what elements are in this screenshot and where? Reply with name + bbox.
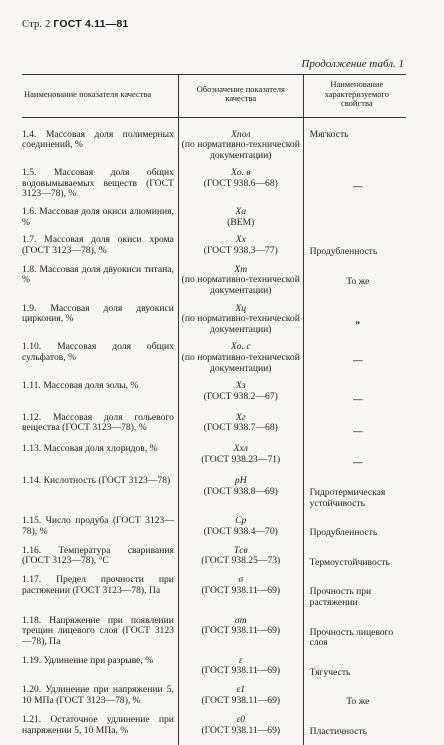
characterized-property: Термоустойчивость	[309, 556, 390, 568]
table-row	[22, 168, 406, 201]
indicator-reference: (ГОСТ 938.11—69)	[201, 625, 281, 637]
indicator-designation	[178, 381, 303, 407]
table-row	[22, 685, 406, 709]
indicator-name: 1.6. Массовая доля окиси алюминия, %	[22, 206, 174, 228]
table-row	[22, 381, 406, 407]
indicator-reference: (ГОСТ 938.11—69)	[201, 665, 281, 677]
indicator-symbol: Xо. с	[230, 341, 251, 353]
characterized-property: Мягкость	[309, 128, 349, 140]
indicator-symbol: pH	[234, 474, 247, 486]
indicator-reference: (ГОСТ 938.6—68)	[203, 177, 278, 189]
indicator-symbol: ε1	[236, 684, 246, 696]
table-row	[22, 444, 406, 470]
characterized-property: Тягучесть	[309, 666, 351, 678]
table-header-row	[22, 75, 406, 118]
table-row	[22, 575, 406, 609]
characterized-property: Гидротермическая устойчивость	[309, 486, 386, 509]
indicator-symbol: ε0	[236, 713, 246, 725]
indicator-designation	[178, 168, 303, 201]
characterized-property	[303, 207, 406, 229]
characterized-property: Продубленность	[309, 246, 378, 258]
table-continuation-label: Продолжение табл. 1	[301, 58, 404, 70]
indicator-designation	[178, 235, 303, 259]
indicator-symbol: σ	[238, 574, 244, 586]
indicator-reference: (ГОСТ 938.4—70)	[203, 525, 278, 537]
characterized-property: Прочность при растяжении	[309, 586, 372, 608]
indicator-symbol: Tсв	[233, 544, 248, 556]
characterized-property: Пластичность	[309, 725, 367, 737]
table-row	[22, 616, 406, 650]
indicator-reference: (по нормативно-технической документации)	[181, 274, 300, 297]
row-spacer	[22, 739, 406, 745]
indicator-symbol: Xт	[234, 263, 248, 275]
indicator-designation	[178, 616, 303, 650]
indicator-symbol: Xо. в	[230, 167, 251, 179]
table-body	[22, 117, 406, 745]
indicator-name: 1.19. Удлинение при разрыве, %	[22, 654, 154, 666]
indicator-designation	[178, 117, 303, 162]
indicator-reference: (по нормативно-технической документации)	[181, 352, 300, 374]
indicator-designation	[178, 476, 303, 510]
indicator-designation	[178, 304, 303, 337]
indicator-designation	[178, 516, 303, 540]
characterized-property: »	[355, 316, 361, 328]
characterized-property: —	[353, 355, 363, 367]
indicator-designation	[178, 546, 303, 570]
table-row	[22, 516, 406, 540]
indicator-reference: (по нормативно-технической документации)	[181, 139, 300, 161]
table-row	[22, 235, 406, 259]
page-number: Стр. 2	[22, 19, 51, 30]
indicator-designation	[178, 715, 303, 739]
indicator-symbol: Xх	[235, 234, 246, 246]
indicator-name: 1.5. Массовая доля общих водовымываемых веществ (ГОСТ 3123—78), %	[22, 167, 174, 200]
indicator-name: 1.11. Массовая доля золы, %	[22, 380, 139, 392]
indicator-name: 1.18. Напряжение при появлении трещин лицевого слоя (ГОСТ 3123—78), Па	[22, 614, 174, 647]
indicator-name: 1.7. Массовая доля окиси хрома (ГОСТ 3123—78), %	[22, 234, 174, 256]
indicator-name: 1.8. Массовая доля двуокиси титана, %	[22, 263, 174, 286]
indicator-name: 1.16. Температура сваривания (ГОСТ 3123—78), °С	[22, 544, 174, 567]
indicator-reference: (ГОСТ 938.11—69)	[201, 694, 281, 706]
indicator-symbol: Xз	[235, 380, 246, 392]
indicator-reference: (ГОСТ 938.3—77)	[203, 244, 278, 256]
indicator-name: 1.17. Предел прочности при растяжении (ГОСТ 3123—78), Па	[22, 574, 174, 596]
indicator-reference: (ГОСТ 938.23—71)	[201, 453, 281, 465]
indicator-name: 1.15. Число продуба (ГОСТ 3123—78), %	[22, 515, 174, 537]
indicator-reference: (ГОСТ 938.7—68)	[203, 422, 278, 434]
indicator-designation	[178, 444, 303, 470]
indicator-designation	[178, 342, 303, 375]
indicator-designation	[178, 685, 303, 709]
indicator-symbol: Xа	[235, 206, 247, 218]
indicator-name: 1.9. Массовая доля двуокиси циркония, %	[22, 302, 174, 325]
indicator-reference: (ГОСТ 938.11—69)	[201, 724, 281, 736]
table-row	[22, 265, 406, 298]
characterized-property: —	[353, 425, 363, 437]
indicator-symbol: ε	[238, 654, 243, 666]
indicator-reference: (ГОСТ 938.25—73)	[201, 555, 281, 567]
table-row	[22, 207, 406, 229]
indicator-reference: (ГОСТ 938.8—69)	[203, 485, 278, 497]
indicator-symbol: Cр	[235, 515, 247, 527]
characterized-property: —	[353, 394, 363, 406]
indicator-reference: (ВЕМ)	[227, 216, 255, 228]
gost-number: ГОСТ 4.11—81	[53, 18, 129, 30]
indicator-name: 1.21. Остаточное удлинение при напряжении 5, 10 МПа, %	[22, 713, 174, 736]
characterized-property: —	[353, 457, 363, 469]
characterized-property: Прочность лицевого слоя	[309, 626, 394, 649]
column-header-symbol: Обозначение показателя качества	[178, 75, 303, 118]
indicator-designation	[178, 207, 303, 229]
indicator-symbol: σт	[234, 614, 247, 626]
table-row	[22, 715, 406, 739]
indicator-symbol: Xхл	[233, 443, 248, 455]
indicator-name: 1.10. Массовая доля общих сульфатов, %	[22, 341, 174, 363]
characterized-property: То же	[346, 275, 370, 287]
indicator-reference: (по нормативно-технической документации)	[181, 313, 300, 335]
indicator-name: 1.14. Кислотность (ГОСТ 3123—78)	[22, 474, 171, 486]
table-row	[22, 413, 406, 439]
indicator-name: 1.20. Удлинение при напряжении 5, 10 МПа (ГОСТ 3123—78), %	[22, 684, 174, 706]
indicator-designation	[178, 413, 303, 439]
page-header	[22, 18, 128, 30]
indicator-symbol: Xг	[235, 411, 246, 423]
indicator-designation	[178, 265, 303, 298]
indicator-reference: (ГОСТ 938.11—69)	[201, 584, 281, 596]
characterized-property: —	[353, 181, 363, 193]
column-header-name: Наименование показателя качества	[22, 75, 178, 118]
indicator-symbol: Xпол	[231, 128, 251, 140]
indicator-designation	[178, 656, 303, 680]
characterized-property: То же	[346, 696, 370, 708]
indicator-name: 1.13. Массовая доля хлоридов, %	[22, 443, 158, 455]
table-row	[22, 117, 406, 162]
indicator-designation	[178, 575, 303, 609]
quality-indicators-table	[22, 74, 406, 745]
table-row	[22, 656, 406, 680]
column-header-property: Наименование характеризуемого свойства	[303, 75, 406, 118]
indicator-symbol: Xц	[235, 302, 247, 314]
indicator-name: 1.4. Массовая доля полимерных соединений, %	[22, 128, 174, 151]
indicator-name: 1.12. Массовая доля гольевого вещества (ГОСТ 3123—78), %	[22, 411, 174, 434]
table-row	[22, 476, 406, 510]
table-row	[22, 342, 406, 375]
table-row	[22, 304, 406, 337]
indicator-reference: (ГОСТ 938.2—67)	[203, 390, 278, 402]
table-row	[22, 546, 406, 570]
characterized-property: Продубленность	[309, 527, 378, 539]
